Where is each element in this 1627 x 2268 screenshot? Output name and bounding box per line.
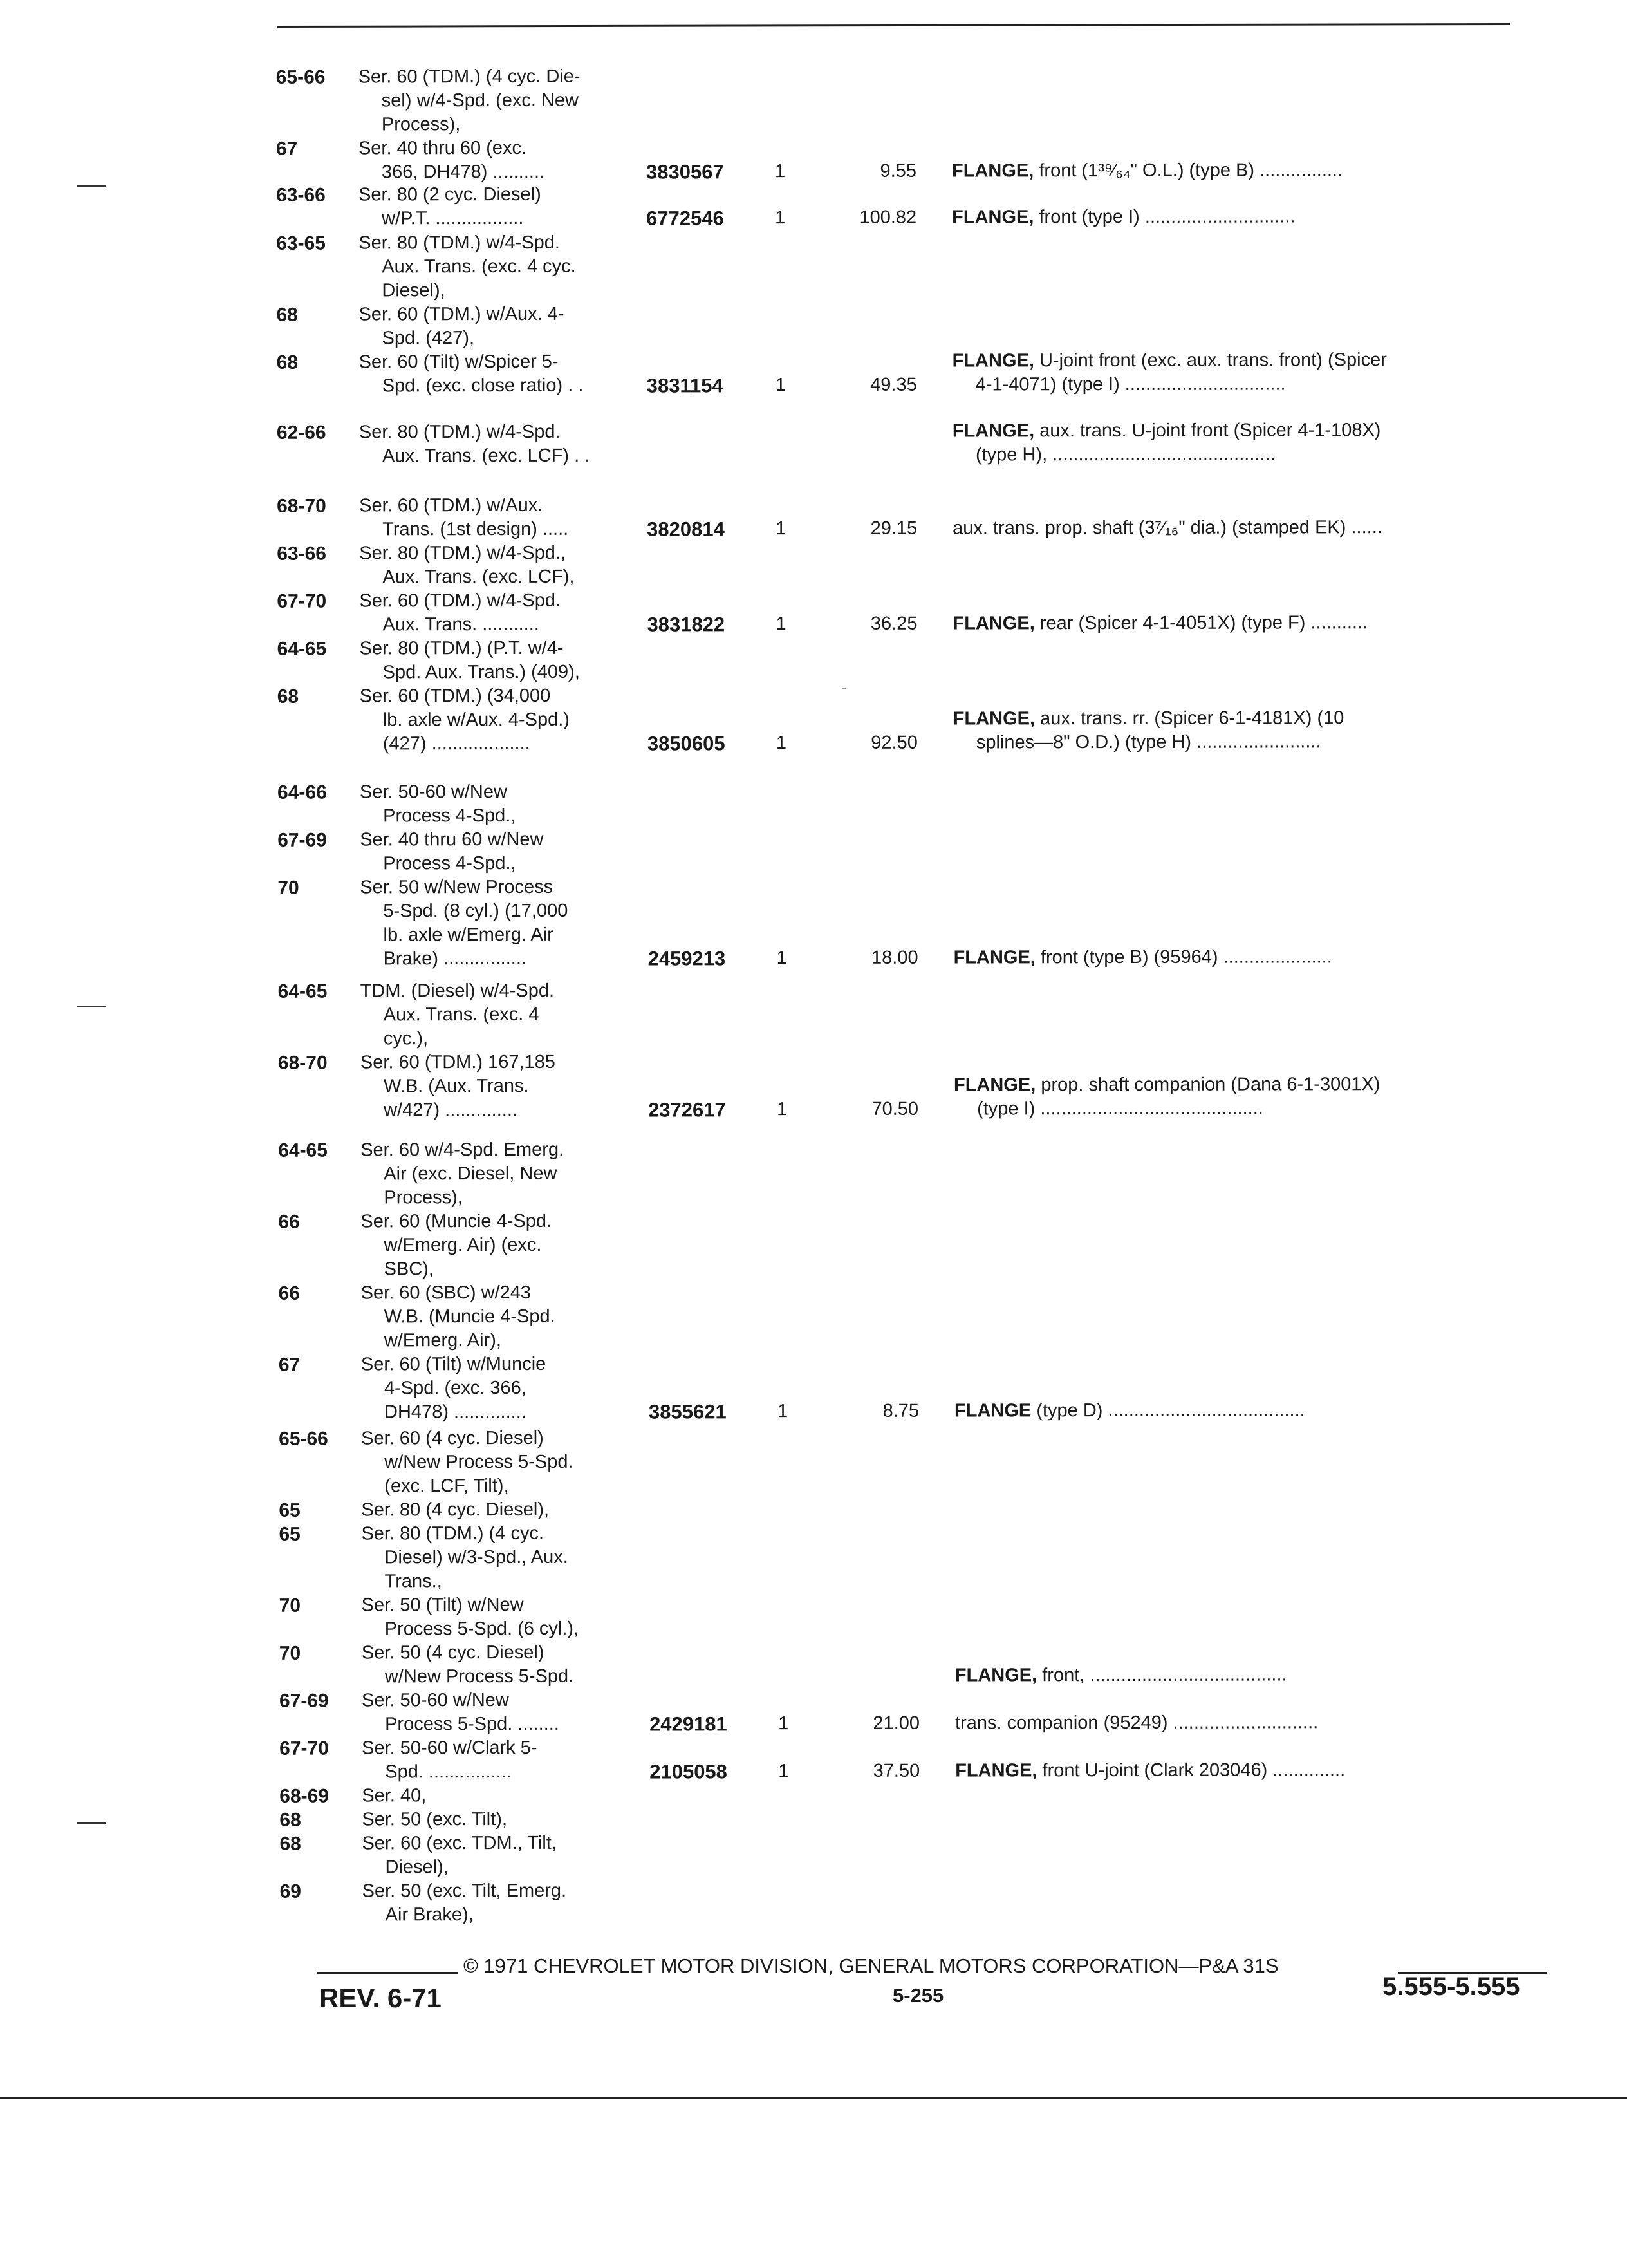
application-text: Ser. 60 (Tilt) w/Spicer 5- (358, 351, 559, 373)
part-name: FLANGE, (953, 1074, 1036, 1096)
application-line (280, 1877, 1548, 1904)
application-text: Brake) ................ (383, 948, 526, 970)
application-line (278, 1025, 1546, 1051)
model-year: 68 (276, 351, 299, 373)
application-line (278, 1160, 1546, 1186)
application-text: Spd. (427), (382, 328, 475, 349)
application-line (279, 1374, 1547, 1401)
part-detail: prop. shaft companion (Dana 6-1-3001X) (1036, 1074, 1381, 1096)
application-text: SBC), (384, 1259, 434, 1280)
application-text: Ser. 40 thru 60 w/New (360, 829, 544, 850)
application-text: Aux. Trans. (exc. LCF), (382, 566, 575, 588)
quantity: 1 (777, 1401, 788, 1422)
application-text: sel) w/4-Spd. (exc. New (381, 89, 579, 111)
part-number: 3830567 (646, 160, 724, 183)
model-year: 66 (278, 1282, 301, 1304)
application-text: w/New Process 5-Spd. (384, 1665, 574, 1687)
part-number: 2372617 (648, 1098, 726, 1121)
application-text: w/New Process 5-Spd. (384, 1451, 573, 1473)
application-text: Diesel) w/3-Spd., Aux. (384, 1546, 568, 1568)
application-text: Ser. 80 (TDM.) (4 cyc. (361, 1523, 544, 1544)
quantity: 1 (775, 375, 786, 396)
application-line (276, 135, 1544, 161)
model-year: 70 (277, 877, 299, 899)
quantity: 1 (776, 948, 787, 969)
model-year: 67-69 (279, 1690, 329, 1712)
part-description-line (954, 1398, 1534, 1423)
part-name: FLANGE, (952, 350, 1034, 371)
list-price: 18.00 (871, 947, 918, 968)
part-description-line (955, 1710, 1534, 1736)
application-line (277, 659, 1545, 685)
application-text: Aux. Trans. (exc. 4 (383, 1004, 539, 1026)
part-description-line (953, 730, 1532, 755)
application-line (276, 63, 1544, 89)
quantity: 1 (778, 1761, 789, 1782)
application-text: Ser. 50-60 w/Clark 5- (362, 1737, 537, 1759)
catalog-entry (279, 1734, 1547, 1785)
application-line (279, 1615, 1547, 1642)
catalog-entry (277, 418, 1545, 469)
application-line (279, 1472, 1547, 1499)
application-text: Air (exc. Diesel, New (384, 1163, 557, 1185)
list-price: 49.35 (870, 374, 917, 395)
part-description-line (954, 945, 1533, 970)
part-detail: 4-1-4071) (type I) ............................... (975, 373, 1286, 395)
list-price: 92.50 (871, 732, 918, 753)
part-description-line (954, 1073, 1533, 1098)
application-line (279, 1520, 1547, 1546)
part-detail: aux. trans. rr. (Spicer 6-1-4181X) (10 (1035, 708, 1344, 729)
model-year: 68 (279, 1809, 301, 1831)
model-year: 63-66 (276, 184, 326, 206)
application-line (277, 802, 1545, 829)
part-name: FLANGE, (952, 420, 1035, 442)
part-description (953, 418, 1532, 467)
part-description-line (953, 348, 1532, 373)
application-text: Ser. 60 (TDM.) w/Aux. (359, 494, 543, 516)
part-description (953, 706, 1532, 755)
page-number: 5-255 (893, 1984, 944, 2007)
application-text: Process 5-Spd. (6 cyl.), (384, 1618, 579, 1640)
application-text: (427) ................... (382, 733, 530, 754)
application-text: Ser. 60 (TDM.) w/4-Spd. (359, 590, 561, 612)
application-text: Ser. 60 (exc. TDM., Tilt, (362, 1832, 557, 1854)
application-text: Spd. ................ (385, 1761, 512, 1783)
application-line (279, 1425, 1547, 1451)
application-line (277, 921, 1545, 948)
part-detail: front (1³⁹⁄₆₄" O.L.) (type B) ................ (1034, 160, 1343, 182)
application-line (277, 539, 1545, 566)
application-line (277, 324, 1545, 351)
application-text: 366, DH478) .......... (381, 161, 545, 183)
part-description (955, 1710, 1534, 1736)
application-text: Ser. 50-60 w/New (359, 781, 507, 803)
list-price: 21.00 (873, 1712, 920, 1734)
quantity: 1 (775, 207, 786, 229)
application-line (277, 850, 1545, 876)
part-description-line (954, 1096, 1533, 1121)
quantity: 1 (778, 1713, 789, 1734)
model-year: 68 (277, 686, 299, 708)
model-year: 68-69 (279, 1785, 330, 1807)
part-number: 2459213 (647, 947, 726, 970)
application-line (276, 253, 1544, 279)
part-description (955, 1758, 1534, 1783)
part-detail: (type H), ........................................... (975, 444, 1276, 465)
application-line (279, 1448, 1547, 1475)
part-number: 6772546 (646, 207, 724, 230)
model-year: 65-66 (279, 1428, 328, 1450)
part-number: 3820814 (647, 518, 725, 541)
application-line (278, 1049, 1546, 1075)
application-line (279, 1496, 1547, 1523)
part-description (952, 205, 1531, 230)
model-year: 67 (275, 138, 298, 160)
application-text: Aux. Trans. ........... (382, 614, 539, 635)
model-year: 62-66 (276, 422, 326, 444)
application-line (278, 1208, 1546, 1234)
application-line (279, 1279, 1547, 1306)
part-name: FLANGE, (955, 1760, 1037, 1781)
application-line (277, 635, 1545, 661)
part-number: 2429181 (649, 1712, 727, 1736)
application-text: Ser. 80 (TDM.) (P.T. w/4- (359, 637, 564, 659)
model-year: 67-70 (277, 590, 327, 612)
part-description (952, 158, 1531, 183)
part-detail: trans. companion (95249) ............................ (955, 1712, 1319, 1734)
model-year: 65 (279, 1523, 301, 1545)
application-text: Ser. 50 (exc. Tilt), (362, 1808, 508, 1830)
application-text: cyc.), (383, 1028, 429, 1049)
group-number: 5.555-5.555 (1382, 1973, 1520, 2001)
application-text: Trans. (1st design) ..... (382, 518, 569, 540)
list-price: 8.75 (882, 1400, 920, 1421)
application-line (279, 1568, 1547, 1594)
part-name: FLANGE, (953, 613, 1035, 634)
application-line (279, 1734, 1547, 1761)
application-text: Diesel), (385, 1857, 449, 1878)
part-description (953, 611, 1532, 636)
application-text: lb. axle w/Aux. 4-Spd.) (382, 709, 570, 731)
application-text: Process), (381, 114, 461, 135)
application-line (277, 778, 1545, 805)
list-price: 9.55 (880, 160, 917, 182)
application-text: Ser. 50 (Tilt) w/New (361, 1594, 524, 1616)
model-year: 63-65 (276, 232, 326, 254)
quantity: 1 (776, 733, 787, 754)
part-description (954, 1073, 1533, 1121)
application-line (279, 1351, 1547, 1377)
catalog-entry (277, 539, 1545, 637)
application-line (278, 977, 1546, 1004)
application-text: w/Emerg. Air) (exc. (384, 1234, 542, 1256)
application-line (277, 682, 1545, 709)
model-year: 68-70 (277, 1052, 328, 1074)
model-year: 65-66 (275, 66, 326, 88)
part-name: FLANGE, (953, 708, 1036, 729)
application-text: Ser. 50 (exc. Tilt, Emerg. (362, 1880, 567, 1902)
application-line (279, 1544, 1547, 1570)
model-year: 64-65 (277, 980, 328, 1002)
application-line (276, 229, 1544, 256)
application-line (279, 1782, 1547, 1808)
part-description-line (955, 1758, 1534, 1783)
application-text: Aux. Trans. (exc. LCF) . . (382, 445, 590, 467)
model-year: 68 (279, 1833, 301, 1855)
model-year: 64-65 (277, 638, 327, 660)
catalog-entry (277, 778, 1546, 971)
application-text: Diesel), (382, 280, 445, 301)
part-detail: (type I) ........................................... (977, 1098, 1263, 1120)
catalog-entry (279, 1782, 1547, 1927)
application-line (276, 181, 1544, 207)
part-description (954, 1398, 1534, 1423)
catalog-entry (278, 977, 1546, 1123)
application-line (278, 1232, 1546, 1258)
part-number: 3855621 (648, 1400, 727, 1423)
application-text: Ser. 50-60 w/New (361, 1689, 509, 1711)
part-detail: aux. trans. U-joint front (Spicer 4-1-108X) (1034, 420, 1381, 442)
application-text: Trans., (384, 1571, 442, 1592)
part-name: FLANGE, (952, 207, 1034, 228)
application-text: W.B. (Aux. Trans. (383, 1075, 529, 1097)
application-text: Ser. 80 (2 cyc. Diesel) (358, 183, 541, 205)
catalog-entry (276, 229, 1545, 398)
bottom-rule (0, 2097, 1627, 2099)
part-description-line (953, 442, 1532, 467)
list-price: 37.50 (873, 1760, 920, 1781)
part-description (955, 1663, 1534, 1688)
model-year: 64-66 (277, 782, 327, 803)
application-text: 5-Spd. (8 cyl.) (17,000 (383, 900, 568, 922)
application-text: lb. axle w/Emerg. Air (383, 924, 553, 946)
list-price: 29.15 (870, 518, 918, 539)
application-line (279, 1255, 1547, 1282)
application-text: w/Emerg. Air), (384, 1330, 501, 1351)
application-text: Ser. 60 (SBC) w/243 (360, 1282, 532, 1304)
application-line (280, 1901, 1548, 1927)
part-description-line (952, 205, 1531, 230)
application-text: (exc. LCF, Tilt), (384, 1475, 509, 1497)
quantity: 1 (777, 1099, 788, 1120)
part-description-line (955, 1663, 1534, 1688)
application-line (276, 87, 1544, 113)
application-line (279, 1303, 1547, 1329)
application-line (276, 277, 1544, 303)
application-text: Air Brake), (385, 1904, 474, 1926)
model-year: 63-66 (277, 543, 327, 565)
quantity: 1 (776, 614, 786, 635)
application-line (279, 1830, 1547, 1856)
application-text: Process), (384, 1187, 463, 1208)
application-text: Spd. Aux. Trans.) (409), (382, 661, 580, 683)
application-line (277, 492, 1545, 518)
application-text: Ser. 60 (TDM.) 167,185 (360, 1051, 555, 1073)
application-text: Ser. 40, (362, 1785, 427, 1806)
quantity: 1 (776, 518, 786, 539)
application-line (279, 1853, 1547, 1880)
model-year: 68 (276, 304, 298, 326)
list-price: 70.50 (871, 1098, 919, 1120)
application-line (279, 1687, 1547, 1713)
application-text: Process 4-Spd., (383, 805, 516, 827)
part-detail: U-joint front (exc. aux. trans. front) (Spicer (1034, 350, 1387, 371)
part-detail: front (type B) (95964) ..................... (1035, 946, 1332, 968)
part-name: FLANGE, (953, 947, 1036, 968)
part-description (954, 945, 1533, 970)
application-text: Ser. 50 w/New Process (360, 876, 553, 898)
application-text: Process 5-Spd. ........ (385, 1713, 559, 1735)
application-line (279, 1806, 1547, 1832)
part-number: 3850605 (647, 732, 725, 755)
model-year: 67-70 (279, 1738, 329, 1759)
application-text: Spd. (exc. close ratio) . . (382, 375, 584, 397)
part-detail: splines—8" O.D.) (type H) ........................ (976, 731, 1321, 753)
revision-date: REV. 6-71 (319, 1983, 442, 2013)
application-text: 4-Spd. (exc. 366, (384, 1377, 526, 1399)
application-text: Ser. 60 (TDM.) w/Aux. 4- (358, 303, 564, 325)
footer-rule-left (317, 1972, 458, 1974)
application-text: W.B. (Muncie 4-Spd. (384, 1306, 555, 1327)
model-year: 65 (279, 1499, 301, 1521)
part-name: FLANGE (954, 1400, 1032, 1421)
application-text: Ser. 60 (TDM.) (34,000 (359, 685, 551, 707)
part-detail: (type D) ...................................... (1031, 1400, 1305, 1421)
part-detail: front, ...................................... (1037, 1664, 1287, 1686)
model-year: 67-69 (277, 829, 327, 851)
part-number: 2105058 (649, 1760, 727, 1783)
application-text: Ser. 80 (TDM.) w/4-Spd., (359, 542, 566, 564)
part-description-line (953, 611, 1532, 636)
model-year: 67 (278, 1354, 301, 1376)
part-description-line (953, 706, 1532, 731)
application-text: w/427) .............. (384, 1099, 517, 1121)
part-description-line (953, 372, 1532, 397)
application-text: Process 4-Spd., (383, 852, 516, 874)
copyright-notice: © 1971 CHEVROLET MOTOR DIVISION, GENERAL MOTORS CORPORATION—P&A 31S (463, 1954, 1279, 1977)
part-description (953, 516, 1532, 541)
application-line (279, 1591, 1547, 1618)
application-line (277, 874, 1545, 900)
model-year: 69 (279, 1880, 302, 1902)
part-description-line (952, 158, 1531, 183)
application-line (277, 563, 1545, 590)
application-line (277, 897, 1545, 924)
model-year: 64-65 (278, 1139, 328, 1161)
model-year: 70 (279, 1642, 301, 1664)
application-text: Ser. 60 (Tilt) w/Muncie (360, 1353, 546, 1375)
application-line (277, 826, 1545, 852)
application-text: Aux. Trans. (exc. 4 cyc. (382, 256, 576, 277)
catalog-entry (279, 1425, 1547, 1689)
catalog-entry (276, 63, 1544, 185)
application-line (277, 587, 1545, 614)
application-text: Ser. 40 thru 60 (exc. (358, 137, 527, 159)
application-text: TDM. (Diesel) w/4-Spd. (360, 980, 555, 1002)
part-description-line (953, 418, 1532, 444)
part-description (953, 348, 1532, 397)
part-detail: front (type I) ............................. (1034, 206, 1296, 228)
quantity: 1 (774, 161, 786, 182)
catalog-entry (277, 492, 1545, 542)
model-year: 66 (278, 1211, 300, 1233)
part-description-line (953, 516, 1532, 541)
application-line (279, 1327, 1547, 1353)
application-text: Ser. 80 (4 cyc. Diesel), (361, 1499, 550, 1521)
catalog-entry (279, 1687, 1547, 1737)
application-line (276, 301, 1544, 327)
part-detail: rear (Spicer 4-1-4051X) (type F) ........... (1034, 612, 1368, 634)
application-text: Ser. 80 (TDM.) w/4-Spd. (358, 232, 560, 254)
catalog-entry (278, 1136, 1547, 1425)
catalog-entry (276, 181, 1544, 231)
application-text: Ser. 80 (TDM.) w/4-Spd. (358, 421, 561, 443)
application-line (279, 1639, 1547, 1665)
list-price: 100.82 (859, 207, 917, 228)
part-detail: aux. trans. prop. shaft (3⁷⁄₁₆" dia.) (stamped EK) ...... (953, 517, 1382, 539)
model-year: 70 (279, 1595, 301, 1617)
part-detail: front U-joint (Clark 203046) .............. (1037, 1759, 1346, 1781)
application-line (278, 1136, 1546, 1163)
model-year: 68-70 (277, 495, 326, 517)
application-line (276, 111, 1544, 137)
application-text: w/P.T. ................. (382, 207, 524, 229)
list-price: 36.25 (870, 613, 918, 634)
part-name: FLANGE, (951, 160, 1034, 182)
part-name: FLANGE, (954, 1665, 1037, 1686)
application-line (278, 1184, 1546, 1210)
application-text: Ser. 50 (4 cyc. Diesel) (361, 1642, 544, 1664)
part-number: 3831154 (646, 374, 723, 397)
application-text: Ser. 60 (Muncie 4-Spd. (360, 1210, 552, 1232)
application-line (278, 1001, 1546, 1027)
catalog-entry (277, 635, 1545, 756)
application-text: DH478) .............. (384, 1401, 526, 1423)
part-number: 3831822 (647, 613, 725, 636)
application-text: Ser. 60 w/4-Spd. Emerg. (360, 1139, 564, 1161)
application-text: Ser. 60 (4 cyc. Diesel) (361, 1427, 544, 1449)
application-text: Ser. 60 (TDM.) (4 cyc. Die- (358, 66, 581, 88)
